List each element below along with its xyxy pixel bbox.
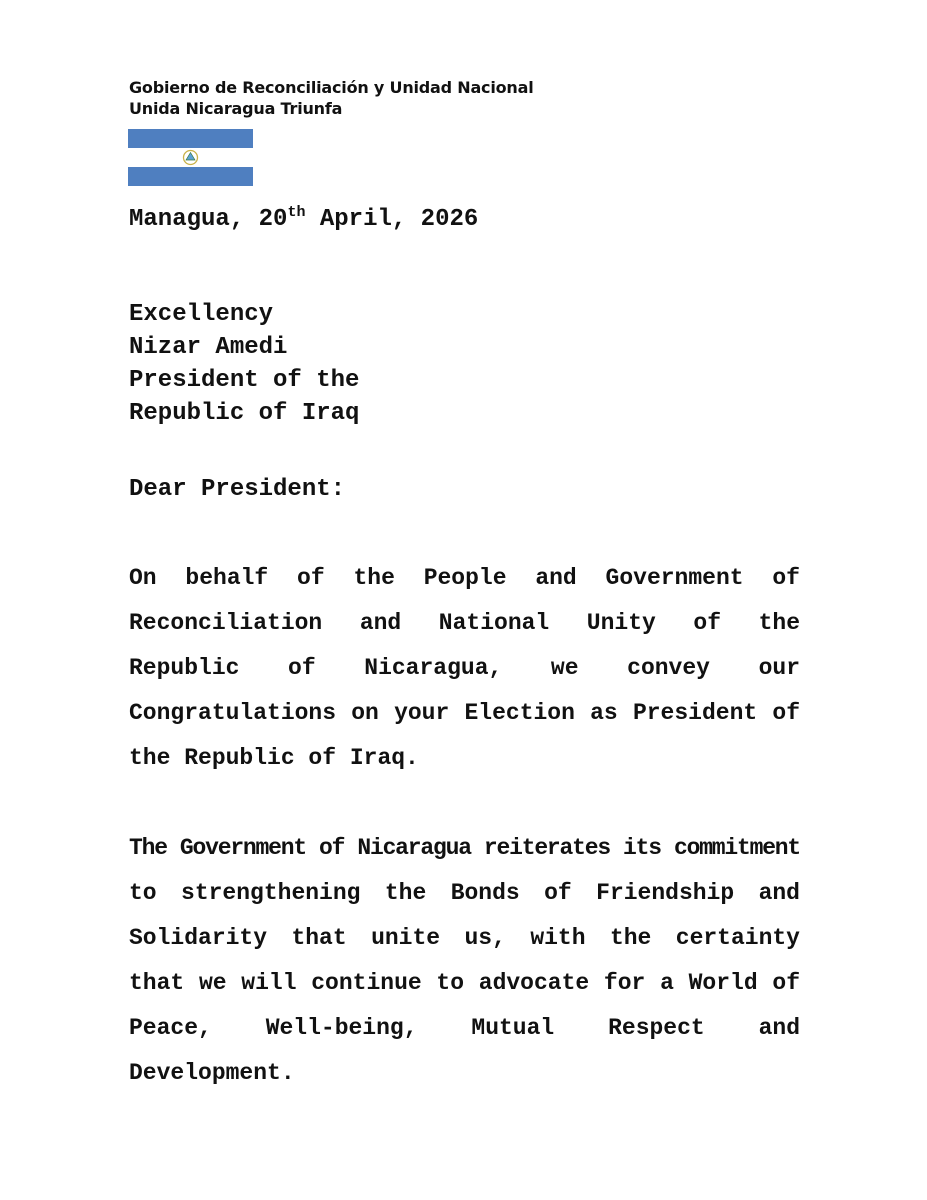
letterhead-line-2: Unida Nicaragua Triunfa	[129, 99, 343, 118]
letter-date	[129, 204, 478, 236]
recipient-line-4: Republic of Iraq	[129, 400, 360, 427]
date-month-year: April, 2026	[305, 206, 479, 233]
flag-top-stripe	[128, 129, 253, 148]
body-paragraph-2-rest: to strengthening the Bonds of Friendship and Solidarity that unite us, with the certainty that we will continue to advocate for a World of Peace, Well-being, Mutual Respect and Development.	[129, 880, 800, 1086]
date-day: Managua, 20	[129, 206, 288, 233]
body-paragraph-2-first-line: The Government of Nicaragua reiterates its commitment	[129, 835, 800, 861]
nicaragua-flag-icon	[128, 129, 253, 186]
recipient-line-3: President of the	[129, 367, 360, 394]
recipient-line-1: Excellency	[129, 301, 274, 328]
date-ordinal: th	[287, 204, 306, 221]
salutation: Dear President:	[129, 476, 346, 503]
letterhead	[129, 77, 534, 119]
recipient-block	[129, 298, 359, 430]
recipient-line-2: Nizar Amedi	[129, 334, 288, 361]
letterhead-line-1: Gobierno de Reconciliación y Unidad Nacional	[129, 78, 534, 97]
flag-bottom-stripe	[128, 167, 253, 186]
body-paragraph-2	[129, 826, 800, 1096]
body-paragraph-1: On behalf of the People and Government of Reconciliation and National Unity of the Republic of Nicaragua, we convey our Congratulations on your Election as President of the Republic of Iraq.	[129, 565, 800, 771]
